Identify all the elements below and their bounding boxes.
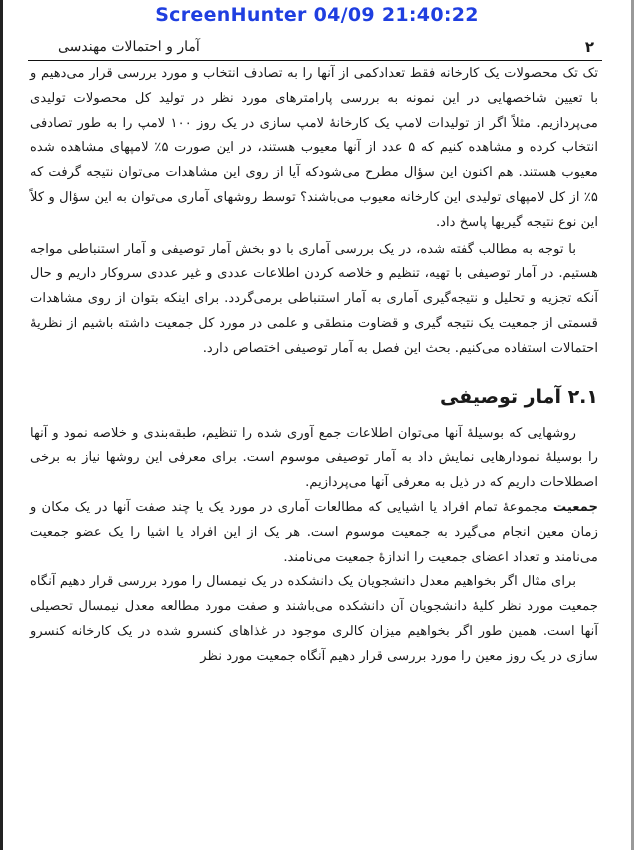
section-heading: ۲.۱ آمار توصیفی [439,385,598,408]
paragraph-population-example: برای مثال اگر بخواهیم معدل دانشجویان یک دانشکده در یک نیمسال را مورد بررسی قرار دهیم آنگاه جمعیت مورد نظر کلیهٔ دانشجویان آن دانشکده می‌باشند و صفت مورد مطالعه معدل نیمسال تحصیلی آنها است. همین طور اگر بخواهیم میزان کالری موجود در غذاهای کنسرو شده در یک کارخانه کنسرو سازی در یک روز معین را مورد بررسی قرار دهیم آنگاه جمعیت مورد نظر [30,574,598,664]
running-title: آمار و احتمالات مهندسی [58,39,200,55]
population-definition-text: مجموعهٔ تمام افراد یا اشیایی که مطالعات آماری در مورد یک یا چند صفت آنها در یک مکان و زمان معین انجام می‌گیرد به جمعیت موسوم است. هر یک از این افراد یا اشیا را یک عضو جمعیت می‌نامند و تعداد اعضای جمعیت را اندازهٔ جمعیت می‌نامند. [30,499,598,565]
paragraph-population-definition [30,496,598,570]
screenhunter-watermark: ScreenHunter 04/09 21:40:22 [155,4,479,26]
page-number: ۲ [584,38,594,56]
paragraph-statistics-types: با توجه به مطالب گفته شده، در یک بررسی آماری با دو بخش آمار توصیفی و آمار استنباطی مواجه هستیم. در آمار توصیفی با تهیه، تنظیم و خلاصه کردن اطلاعات عددی و غیر عددی سروکار داریم و حال آنکه تجزیه و تحلیل و نتیجه‌گیری آماری به آمار استنباطی برمی‌گردد. برای اینکه بتوان از روی مشاهدات قسمتی از جمعیت یک نتیجه گیری و قضاوت منطقی و علمی در مورد کل جمعیت داشته باشیم از نظریهٔ احتمالات استفاده می‌کنیم. بحث این فصل به آمار توصیفی اختصاص دارد. [30,241,598,356]
paragraph-sampling: تک تک محصولات یک کارخانه فقط تعدادکمی از آنها را به تصادف انتخاب و مورد بررسی قرار می‌دهیم و با تعیین شاخصهایی در این نمونه به بررسی پارامترهای مورد نظر در تولید کل محصولات تولیدی می‌پردازیم. مثلاً اگر از تولیدات لامپ یک کارخانهٔ لامپ سازی در یک روز ۱۰۰ لامپ را به طور تصادفی انتخاب کرده و مشاهده کنیم که ۵ عدد از آنها معیوب هستند، در این صورت ۵٪ لامپهای مشاهده شده معیوب هستند. هم اکنون این سؤال مطرح می‌شودکه آیا از روی این مشاهدات می‌توان نتیجه گرفت که ۵٪ از کل لامپهای تولیدی این کارخانه معیوب می‌باشند؟ توسط روشهای آماری می‌توان به این سؤال و کلاً این نوع نتیجه گیریها پاسخ داد. [30,66,598,230]
page-header [28,38,602,61]
document-body [30,62,598,670]
paragraph-descriptive-methods: روشهایی که بوسیلهٔ آنها می‌توان اطلاعات جمع آوری شده را تنظیم، طبقه‌بندی و خلاصه نمود و آنها را بوسیلهٔ نمودارهایی نمایش داد به آمار توصیفی موسوم است. برای معرفی این روشها نیاز به برخی اصطلاحات داریم که در ذیل به معرفی آنها می‌پردازیم. [30,425,598,491]
scan-edge-left [0,0,3,850]
term-population: جمعیت [552,499,598,515]
